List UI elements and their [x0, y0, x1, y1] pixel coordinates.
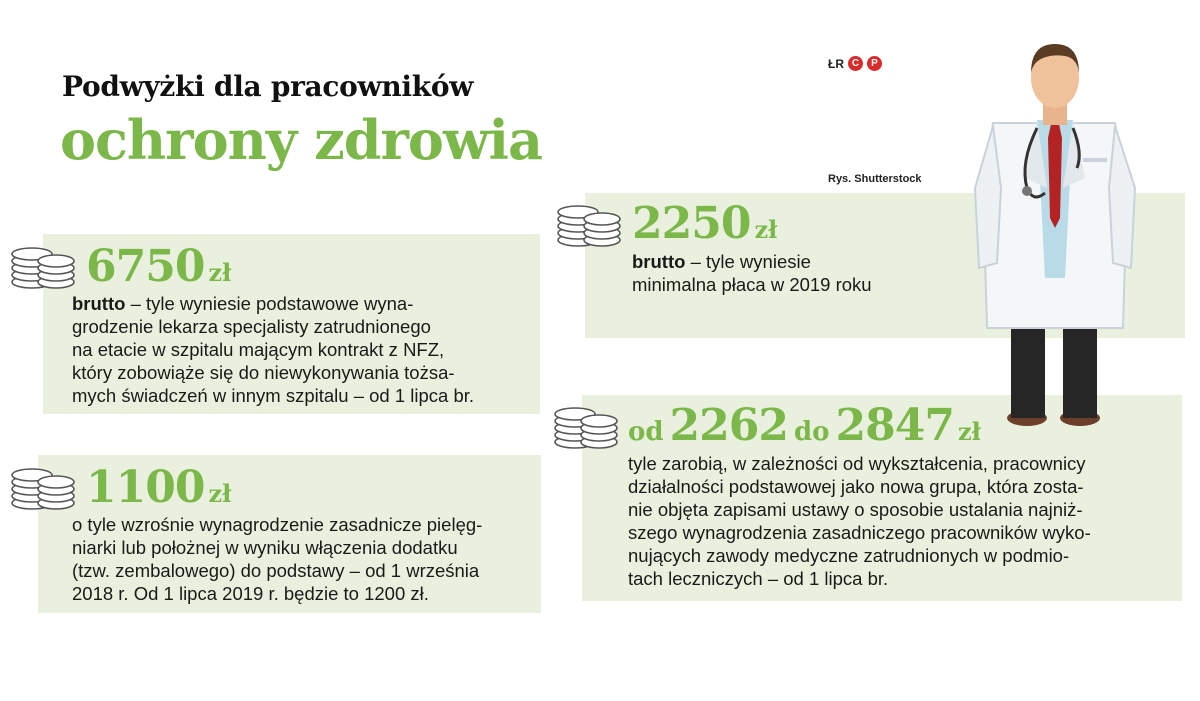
- amount-prefix: od: [628, 417, 664, 447]
- coin-stack-icon: [554, 200, 624, 248]
- desc-line: działalności podstawowej jako nowa grupa, która zosta-: [628, 476, 1084, 497]
- amount-doctor-specialist: [86, 241, 231, 292]
- image-credit: Rys. Shutterstock: [828, 173, 922, 185]
- doctor-illustration: [965, 28, 1145, 428]
- amount-unit: zł: [754, 215, 778, 244]
- amount-to: 2847: [835, 400, 954, 451]
- amount-unit: zł: [958, 417, 981, 446]
- title-line-2: ochrony zdrowia: [60, 108, 542, 172]
- desc-line: który zobowiąże się do niewykonywania tożsa-: [72, 362, 455, 383]
- logo-letters: ŁR: [828, 56, 844, 71]
- amount-nurse: [86, 462, 231, 513]
- publisher-logo: [828, 56, 882, 71]
- coin-stack-icon: [8, 463, 78, 511]
- desc-line: minimalna płaca w 2019 roku: [632, 274, 872, 295]
- desc-line: nujących zawody medyczne zatrudnionych w podmio-: [628, 545, 1070, 566]
- amount-middle: do: [794, 417, 830, 447]
- amount-value: 2250: [632, 198, 751, 249]
- desc-bold: brutto: [72, 293, 126, 314]
- desc-line: tach leczniczych – od 1 lipca br.: [628, 568, 889, 589]
- desc-line: nie objęta zapisami ustawy o sposobie ustalania najniż-: [628, 499, 1083, 520]
- amount-unit: zł: [208, 479, 232, 508]
- desc-line: (tzw. zembalowego) do podstawy – od 1 września: [72, 560, 480, 581]
- amount-support-staff: [628, 400, 981, 451]
- amount-value: 6750: [86, 241, 205, 292]
- desc-line: na etacie w szpitalu mającym kontrakt z NFZ,: [72, 339, 445, 360]
- desc-line: szego wynagrodzenia zasadniczego pracowników wyko-: [628, 522, 1091, 543]
- desc-line: mych świadczeń w innym szpitalu – od 1 lipca br.: [72, 385, 475, 406]
- amount-from: 2262: [669, 400, 788, 451]
- desc-nurse: [72, 513, 482, 605]
- desc-minimum-wage: [632, 250, 872, 296]
- desc-line: o tyle wzrośnie wynagrodzenie zasadnicze pielęg-: [72, 514, 483, 535]
- desc-line: brutto – tyle wyniesie podstawowe wyna-: [72, 293, 414, 314]
- desc-doctor-specialist: [72, 292, 474, 407]
- coin-stack-icon: [8, 242, 78, 290]
- title-line-1: Podwyżki dla pracowników: [62, 70, 473, 103]
- logo-c: C: [848, 56, 863, 71]
- amount-value: 1100: [86, 462, 205, 513]
- desc-support-staff: [628, 452, 1091, 590]
- desc-line: grodzenie lekarza specjalisty zatrudnionego: [72, 316, 431, 337]
- desc-line: brutto – tyle wyniesie: [632, 251, 811, 272]
- amount-unit: zł: [208, 258, 232, 287]
- coin-stack-icon: [551, 402, 621, 450]
- logo-p: P: [867, 56, 882, 71]
- amount-minimum-wage: [632, 198, 777, 249]
- desc-bold: brutto: [632, 251, 686, 272]
- desc-line: 2018 r. Od 1 lipca 2019 r. będzie to 1200 zł.: [72, 583, 429, 604]
- desc-line: tyle zarobią, w zależności od wykształcenia, pracownicy: [628, 453, 1086, 474]
- desc-line: niarki lub położnej w wyniku włączenia dodatku: [72, 537, 458, 558]
